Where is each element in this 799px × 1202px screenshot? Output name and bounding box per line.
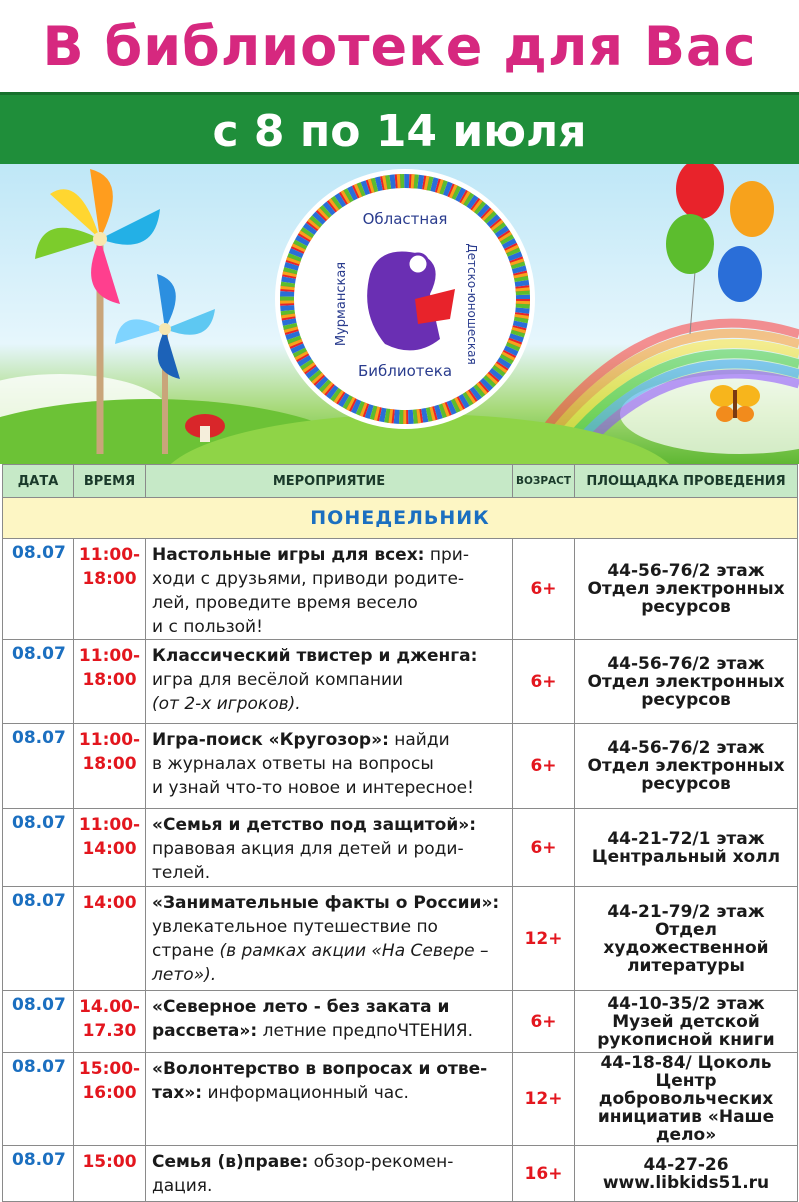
- place-line: 44-21-79/2 этаж: [607, 901, 765, 922]
- column-header-date: ДАТА: [3, 465, 74, 498]
- event-title: «Семья и детство под защитой»:: [152, 815, 477, 835]
- row-time-start: 15:00: [82, 1152, 137, 1172]
- row-time-end: 18:00: [82, 569, 137, 589]
- row-time: [74, 640, 146, 724]
- event-text: в журналах ответы на вопросы: [152, 754, 434, 774]
- poster-title: [0, 0, 799, 92]
- row-date: 08.07: [3, 640, 74, 724]
- place-line: инициатив «Наше дело»: [597, 1107, 775, 1145]
- table-row: [3, 539, 798, 640]
- event-text: лей, проведите время весело: [152, 593, 418, 613]
- row-time: [74, 1053, 146, 1146]
- row-time-start: 15:00-: [78, 1059, 141, 1079]
- place-line: Отдел электронных: [587, 579, 785, 599]
- event-title: Классический твистер и дженга:: [152, 646, 478, 666]
- row-date: 08.07: [3, 991, 74, 1053]
- event-text: и с пользой!: [152, 617, 263, 637]
- row-time: [74, 539, 146, 640]
- place-line: 44-10-35/2 этаж: [607, 993, 765, 1014]
- row-date: 08.07: [3, 539, 74, 640]
- row-place: [575, 1053, 798, 1146]
- row-age: 12+: [513, 1053, 575, 1146]
- row-date: 08.07: [3, 724, 74, 809]
- place-line: ресурсов: [641, 689, 731, 710]
- row-place: [575, 809, 798, 887]
- place-line: Центральный холл: [591, 846, 781, 867]
- row-time-start: 11:00-: [78, 815, 141, 835]
- event-title: Игра-поиск «Кругозор»:: [152, 730, 389, 750]
- row-date: 08.07: [3, 809, 74, 887]
- poster-title-text: В библиотеке для Вас: [42, 14, 757, 78]
- logo-text-left: Мурманская: [334, 261, 349, 347]
- row-place: [575, 1146, 798, 1202]
- place-line: ресурсов: [641, 774, 731, 794]
- row-time: [74, 724, 146, 809]
- row-time-end: 17.30: [82, 1021, 137, 1041]
- row-age: 6+: [513, 809, 575, 887]
- day-label: ПОНЕДЕЛЬНИК: [3, 498, 798, 539]
- row-time-end: 18:00: [82, 670, 137, 690]
- logo-text-right: Детско-юношеская: [465, 243, 479, 365]
- row-date: 08.07: [3, 887, 74, 991]
- place-line: 44-56-76/2 этаж: [607, 561, 765, 581]
- table-header-row: [3, 465, 798, 498]
- row-age: 6+: [513, 640, 575, 724]
- column-header-age: ВОЗРАСТ: [513, 465, 575, 498]
- row-event: [146, 539, 513, 640]
- event-title: Настольные игры для всех:: [152, 545, 425, 565]
- day-row: [3, 498, 798, 539]
- date-range-band: [0, 92, 799, 167]
- event-text: и узнай что-то новое и интересное!: [152, 778, 474, 798]
- row-time-start: 11:00-: [78, 646, 141, 666]
- row-place: [575, 887, 798, 991]
- table-row: [3, 887, 798, 991]
- place-line: рукописной книги: [597, 1029, 775, 1050]
- row-age: 12+: [513, 887, 575, 991]
- table-row: [3, 724, 798, 809]
- event-text: обзор-рекомен-: [308, 1152, 454, 1172]
- event-text: дация.: [152, 1176, 213, 1196]
- row-date: 08.07: [3, 1053, 74, 1146]
- event-note: (от 2-х игроков).: [152, 694, 301, 714]
- table-row: [3, 640, 798, 724]
- place-line: 44-27-26: [643, 1154, 729, 1175]
- place-line: 44-56-76/2 этаж: [607, 738, 765, 758]
- row-age: 6+: [513, 991, 575, 1053]
- row-time: [74, 991, 146, 1053]
- row-time-start: 14:00: [82, 893, 137, 913]
- event-text: стране: [152, 941, 220, 961]
- event-text: правовая акция для детей и роди-: [152, 839, 464, 859]
- row-time: [74, 1146, 146, 1202]
- row-time-start: 11:00-: [78, 730, 141, 750]
- row-time: [74, 809, 146, 887]
- row-place: [575, 991, 798, 1053]
- place-line: 44-18-84/ Цоколь: [600, 1053, 772, 1073]
- row-age: 6+: [513, 724, 575, 809]
- row-event: [146, 887, 513, 991]
- row-time-start: 14.00-: [79, 997, 140, 1017]
- table-row: [3, 1053, 798, 1146]
- place-line: 44-56-76/2 этаж: [607, 653, 765, 674]
- event-text: увлекательное путешествие по: [152, 917, 438, 937]
- row-event: [146, 640, 513, 724]
- table-row: [3, 991, 798, 1053]
- row-place: [575, 724, 798, 809]
- logo-text-bottom: Библиотека: [357, 362, 453, 380]
- row-time-end: 14:00: [82, 839, 137, 859]
- column-header-event: МЕРОПРИЯТИЕ: [146, 465, 513, 498]
- row-time-end: 16:00: [82, 1083, 137, 1103]
- banner-illustration: [0, 164, 799, 464]
- row-event: [146, 1146, 513, 1202]
- place-line: литературы: [627, 955, 745, 976]
- row-age: 6+: [513, 539, 575, 640]
- date-range-text: с 8 по 14 июля: [212, 105, 587, 157]
- event-text: информационный час.: [202, 1083, 409, 1103]
- event-text: телей.: [152, 863, 211, 883]
- event-text: летние предпоЧТЕНИЯ.: [257, 1021, 473, 1041]
- row-event: [146, 1053, 513, 1146]
- row-place: [575, 539, 798, 640]
- table-row: [3, 809, 798, 887]
- place-line: Отдел электронных: [587, 756, 785, 776]
- event-title: Семья (в)праве:: [152, 1152, 309, 1172]
- schedule-table: [2, 464, 798, 1202]
- place-line: Отдел художественной: [603, 919, 769, 958]
- logo-text-top: Областная: [362, 210, 448, 228]
- place-line: Музей детской: [612, 1011, 760, 1032]
- event-text: при-: [424, 545, 469, 565]
- place-line: 44-21-72/1 этаж: [607, 828, 765, 849]
- row-time-end: 18:00: [82, 754, 137, 774]
- column-header-place: ПЛОЩАДКА ПРОВЕДЕНИЯ: [575, 465, 798, 498]
- event-text: игра для весёлой компании: [152, 670, 404, 690]
- row-age: 16+: [513, 1146, 575, 1202]
- event-note: (в рамках акции «На Севере – лето»).: [152, 941, 489, 985]
- event-text: ходи с друзьями, приводи родите-: [152, 569, 465, 589]
- row-date: 08.07: [3, 1146, 74, 1202]
- column-header-time: ВРЕМЯ: [74, 465, 146, 498]
- event-title: «Волонтерство в вопросах и отве-тах»:: [152, 1059, 488, 1103]
- place-line: Отдел электронных: [587, 671, 785, 692]
- table-row: [3, 1146, 798, 1202]
- row-place: [575, 640, 798, 724]
- row-event: [146, 724, 513, 809]
- row-event: [146, 991, 513, 1053]
- event-title: «Занимательные факты о России»:: [152, 893, 500, 913]
- event-title: «Северное лето - без заката и рассвета»:: [152, 997, 450, 1041]
- illustration-banner: [0, 164, 799, 464]
- row-time-start: 11:00-: [78, 545, 141, 565]
- row-time: [74, 887, 146, 991]
- place-line: ресурсов: [641, 597, 731, 617]
- row-event: [146, 809, 513, 887]
- place-line: www.libkids51.ru: [602, 1172, 770, 1193]
- event-text: найди: [388, 730, 450, 750]
- place-line: Центр добровольческих: [598, 1071, 774, 1109]
